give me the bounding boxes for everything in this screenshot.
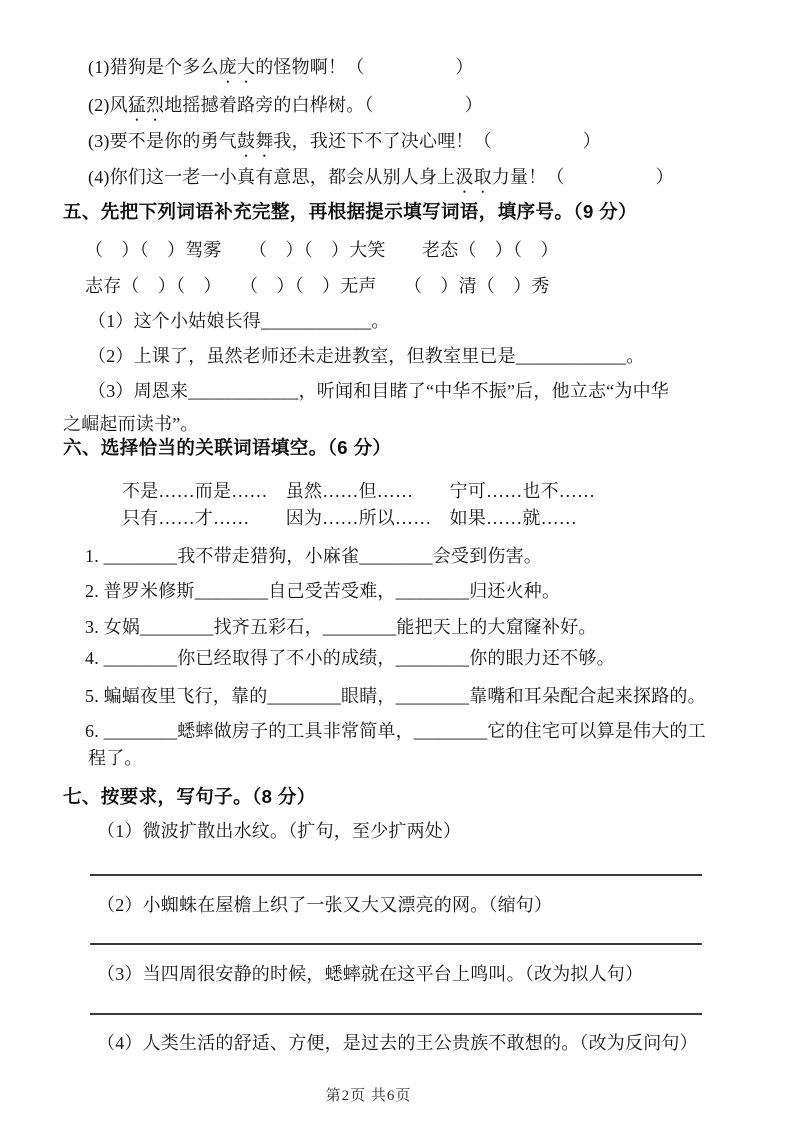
sentence-item-4: (4)你们这一老一小真有意思，都会从别人身上汲取力量！（ ） <box>88 167 674 187</box>
sentence-item-2: (2)风猛烈地摇撼着路旁的白桦树。（ ） <box>88 95 483 115</box>
fill-blank-item-3-wrap: 之崛起而读书”。 <box>63 414 199 434</box>
answer-line-1 <box>90 874 702 876</box>
rewrite-item-4: （4）人类生活的舒适、方便，是过去的王公贵族不敢想的。（改为反问句） <box>97 1033 698 1053</box>
conjunction-item-1: 1. ________我不带走猎狗，小麻雀________会受到伤害。 <box>85 546 542 566</box>
fill-blank-item-1: （1）这个小姑娘长得____________。 <box>88 311 390 331</box>
sentence-item-3: (3)要不是你的勇气鼓舞我，我还下不了决心哩！（ ） <box>88 131 602 151</box>
section-five-heading: 五、先把下列词语补充完整，再根据提示填写词语，填序号。（9 分） <box>63 201 637 222</box>
conjunction-item-6: 6. ________蟋蟀做房子的工具非常简单，________它的住宅可以算是伟大的工 <box>85 721 706 741</box>
rewrite-item-2: （2）小蜘蛛在屋檐上织了一张又大又漂亮的网。（缩句） <box>97 895 553 915</box>
fill-blank-item-2: （2）上课了，虽然老师还未走进教室，但教室里已是____________。 <box>88 346 645 366</box>
conjunction-item-5: 5. 蝙蝠夜里飞行，靠的________眼睛，________靠嘴和耳朵配合起来探路的。 <box>85 686 706 706</box>
rewrite-item-3: （3）当四周很安静的时候，蟋蟀就在这平台上鸣叫。（改为拟人句） <box>97 964 644 984</box>
conjunction-item-3: 3. 女娲________找齐五彩石，________能把天上的大窟窿补好。 <box>85 617 597 637</box>
section-seven-heading: 七、按要求，写句子。（8 分） <box>63 786 316 807</box>
section-six-heading: 六、选择恰当的关联词语填空。（6 分） <box>63 437 392 458</box>
conjunction-item-2: 2. 普罗米修斯________自己受苦受难，________归还火种。 <box>85 581 561 601</box>
conjunction-options-row-2: 只有……才…… 因为……所以…… 如果……就…… <box>122 508 577 528</box>
conjunction-options-row-1: 不是……而是…… 虽然……但…… 宁可……也不…… <box>122 481 596 501</box>
fill-blank-item-3: （3）周恩来____________，听闻和目睹了“中华不振”后，他立志“为中华 <box>88 381 669 401</box>
word-completion-row-2: 志存（ ）（ ） （ ）（ ）无声 （ ）清（ ）秀 <box>85 276 550 296</box>
answer-line-2 <box>90 943 702 945</box>
sentence-item-1: (1)猎狗是个多么庞大的怪物啊！（ ） <box>88 57 474 77</box>
answer-line-3 <box>90 1013 702 1015</box>
conjunction-item-6-wrap: 程了。 <box>88 748 143 768</box>
rewrite-item-1: （1）微波扩散出水纹。（扩句，至少扩两处） <box>97 821 462 841</box>
word-completion-row-1: （ ）（ ）驾雾 （ ）（ ）大笑 老态（ ）（ ） <box>85 240 559 260</box>
page-footer: 第2页 共6页 <box>325 1088 412 1104</box>
conjunction-item-4: 4. ________你已经取得了不小的成绩，________你的眼力还不够。 <box>85 648 615 668</box>
